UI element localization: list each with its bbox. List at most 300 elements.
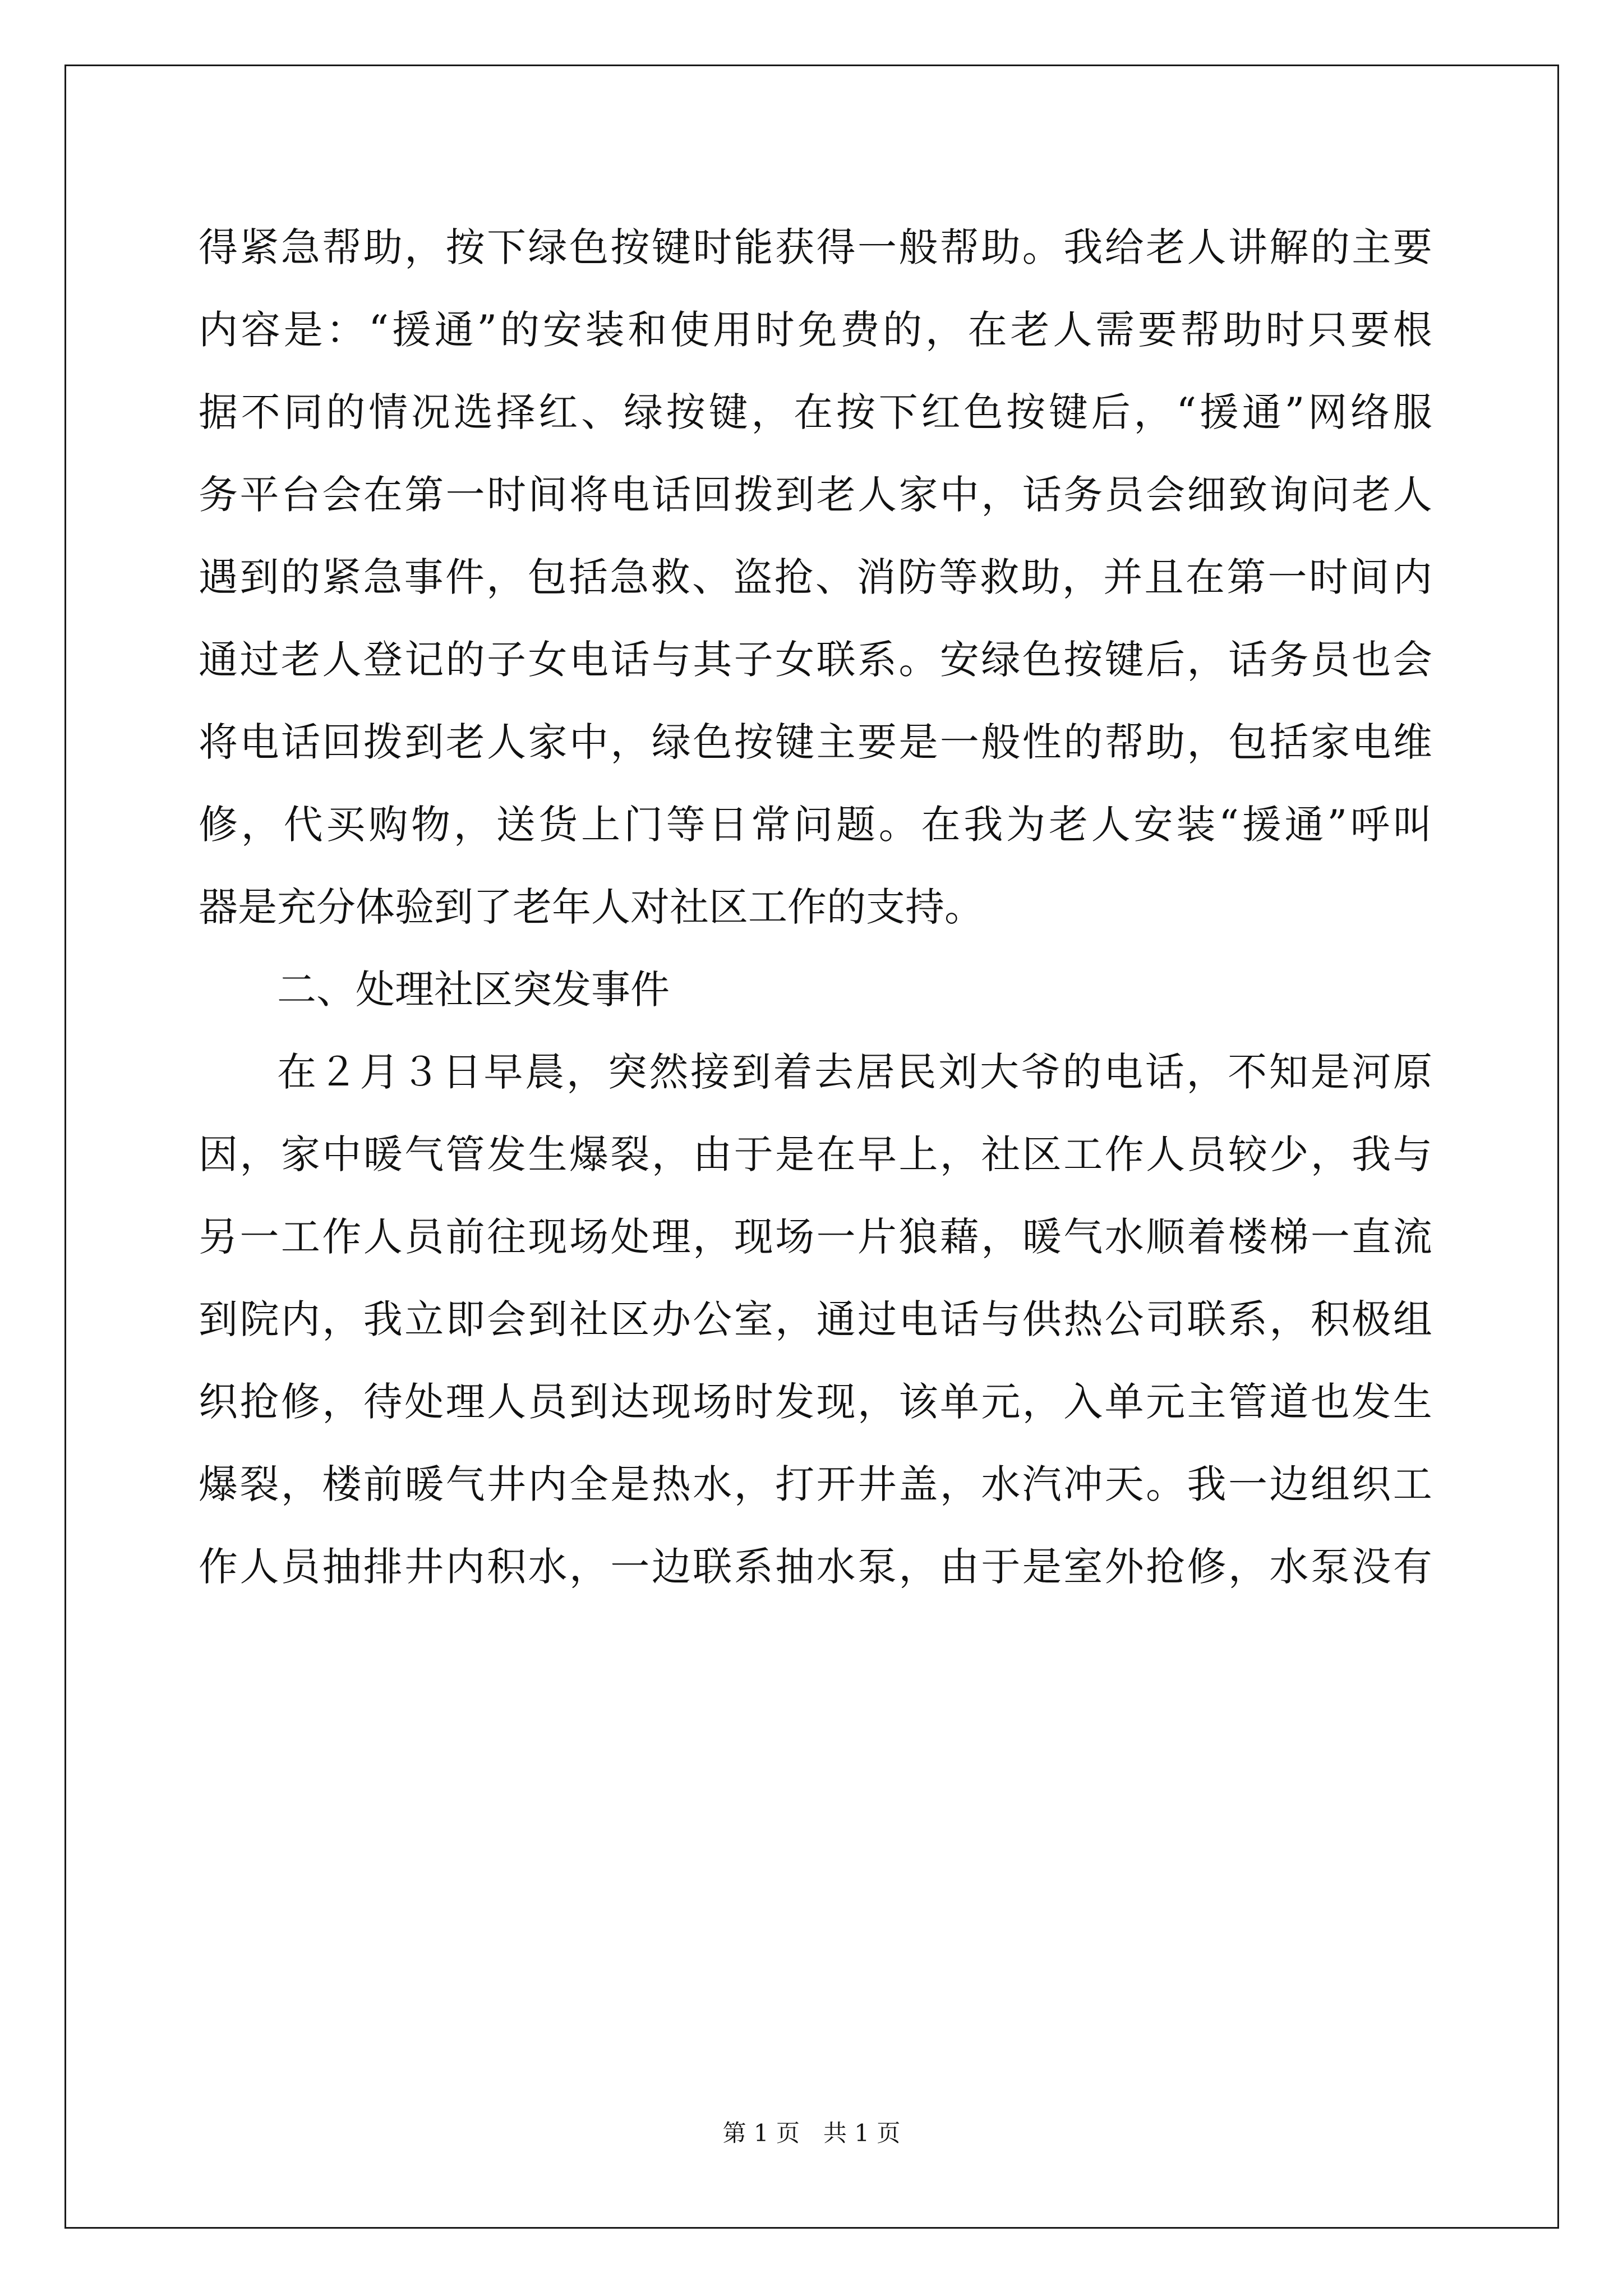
glyph: 天 bbox=[1104, 1461, 1144, 1507]
glyph: 助 bbox=[1146, 719, 1186, 765]
glyph: 持 bbox=[905, 884, 944, 930]
glyph: 我 bbox=[1187, 1461, 1227, 1507]
glyph: 况 bbox=[411, 389, 450, 435]
glyph: 气 bbox=[445, 1461, 485, 1507]
glyph: 日 bbox=[442, 1049, 482, 1095]
glyph: 内 bbox=[280, 1296, 320, 1342]
glyph: 是 bbox=[775, 1131, 815, 1177]
glyph: 老 bbox=[513, 884, 552, 930]
glyph: 较 bbox=[1228, 1131, 1267, 1177]
glyph: ， bbox=[981, 1214, 1021, 1260]
glyph: 区 bbox=[610, 1296, 650, 1342]
glyph: 水 bbox=[1104, 1214, 1144, 1260]
glyph: 在 bbox=[277, 1049, 316, 1095]
glyph: 后 bbox=[1091, 389, 1131, 435]
glyph: ， bbox=[566, 1049, 606, 1095]
glyph: 分 bbox=[316, 884, 356, 930]
glyph: 会 bbox=[1146, 472, 1186, 518]
glyph: 助 bbox=[1021, 554, 1061, 600]
glyph: 工 bbox=[280, 1214, 320, 1260]
glyph: 件 bbox=[445, 554, 485, 600]
glyph: 给 bbox=[1104, 224, 1144, 270]
glyph: 安 bbox=[542, 307, 582, 353]
glyph: 是 bbox=[1310, 1049, 1350, 1095]
glyph: 一 bbox=[816, 1214, 856, 1260]
glyph: 发 bbox=[487, 1131, 527, 1177]
glyph: 女 bbox=[775, 637, 815, 683]
glyph: 工 bbox=[1063, 1131, 1103, 1177]
glyph: 现 bbox=[816, 1379, 856, 1425]
glyph: ， bbox=[1187, 637, 1227, 683]
glyph: 第 bbox=[1227, 554, 1266, 600]
text-line bbox=[199, 536, 1432, 619]
glyph: 到 bbox=[434, 884, 473, 930]
glyph: 不 bbox=[1228, 1049, 1267, 1095]
glyph: 在 bbox=[1185, 554, 1225, 600]
glyph: 的 bbox=[1062, 1049, 1102, 1095]
glyph: 公 bbox=[1104, 1296, 1144, 1342]
glyph: 助 bbox=[1223, 307, 1262, 353]
glyph: 性 bbox=[1022, 719, 1062, 765]
glyph: 救 bbox=[651, 554, 690, 600]
glyph: 需 bbox=[1095, 307, 1135, 353]
glyph: 全 bbox=[569, 1461, 608, 1507]
glyph: 时 bbox=[693, 224, 732, 270]
glyph: 处 bbox=[610, 1214, 650, 1260]
glyph: 内 bbox=[199, 307, 238, 353]
glyph: 室 bbox=[734, 1296, 773, 1342]
glyph: 务 bbox=[1269, 637, 1309, 683]
glyph: 人 bbox=[1187, 224, 1227, 270]
glyph: ， bbox=[241, 802, 280, 848]
glyph: 根 bbox=[1393, 307, 1432, 353]
glyph: 即 bbox=[445, 1296, 485, 1342]
glyph: ： bbox=[326, 307, 366, 353]
glyph: 主 bbox=[816, 719, 856, 765]
page-footer: 第 1 页 共 1 页 bbox=[722, 2119, 901, 2147]
glyph: 通 bbox=[1284, 802, 1324, 848]
glyph: 使 bbox=[670, 307, 710, 353]
glyph: 大 bbox=[979, 1049, 1019, 1095]
glyph: 免 bbox=[797, 307, 837, 353]
glyph: 下 bbox=[878, 389, 918, 435]
glyph: 社 bbox=[981, 1131, 1021, 1177]
glyph: 员 bbox=[280, 1544, 320, 1590]
glyph: 话 bbox=[1228, 637, 1267, 683]
glyph: 抢 bbox=[1146, 1544, 1186, 1590]
glyph: 会 bbox=[487, 1296, 527, 1342]
glyph: 一 bbox=[857, 224, 897, 270]
glyph: 且 bbox=[1144, 554, 1184, 600]
glyph: ， bbox=[734, 1461, 773, 1507]
glyph: 获 bbox=[775, 224, 815, 270]
glyph: 内 bbox=[1393, 554, 1432, 600]
glyph: 通 bbox=[1242, 389, 1281, 435]
glyph: 场 bbox=[775, 1214, 815, 1260]
glyph: 社 bbox=[434, 967, 473, 1013]
glyph: 组 bbox=[1310, 1461, 1350, 1507]
glyph: 过 bbox=[857, 1296, 897, 1342]
glyph: 人 bbox=[239, 1544, 279, 1590]
glyph: 供 bbox=[1022, 1296, 1062, 1342]
glyph: 现 bbox=[651, 1379, 691, 1425]
text-line bbox=[199, 784, 1432, 866]
glyph: 色 bbox=[693, 719, 732, 765]
glyph: 的 bbox=[1310, 224, 1350, 270]
glyph: 致 bbox=[1228, 472, 1267, 518]
glyph: 包 bbox=[1228, 719, 1267, 765]
text-line bbox=[199, 1196, 1432, 1278]
text-line bbox=[199, 1114, 1432, 1196]
glyph: 在 bbox=[794, 389, 833, 435]
glyph: 第 bbox=[404, 472, 444, 518]
glyph: 顺 bbox=[1146, 1214, 1186, 1260]
glyph: 。 bbox=[898, 637, 938, 683]
glyph: 中 bbox=[569, 719, 608, 765]
glyph: 援 bbox=[1199, 389, 1239, 435]
glyph: 购 bbox=[368, 802, 408, 848]
glyph: 服 bbox=[1393, 389, 1432, 435]
glyph: 人 bbox=[322, 637, 362, 683]
glyph: 平 bbox=[239, 472, 279, 518]
glyph: 人 bbox=[1393, 472, 1432, 518]
glyph: 要 bbox=[857, 719, 897, 765]
glyph: ， bbox=[486, 554, 526, 600]
text-line bbox=[199, 619, 1432, 701]
glyph: 楼 bbox=[322, 1461, 362, 1507]
glyph: 是 bbox=[898, 719, 938, 765]
glyph: 话 bbox=[1022, 472, 1062, 518]
glyph: 容 bbox=[241, 307, 280, 353]
glyph: 因 bbox=[199, 1131, 238, 1177]
glyph: ” bbox=[1284, 389, 1305, 435]
glyph: 话 bbox=[1145, 1049, 1184, 1095]
glyph: 援 bbox=[391, 307, 431, 353]
glyph: 我 bbox=[1063, 224, 1103, 270]
glyph: 电 bbox=[898, 1296, 938, 1342]
glyph: 遇 bbox=[199, 554, 238, 600]
glyph: 红 bbox=[921, 389, 961, 435]
glyph: 在 bbox=[921, 802, 961, 848]
glyph: 到 bbox=[775, 472, 815, 518]
glyph: 日 bbox=[708, 802, 748, 848]
glyph: 的 bbox=[883, 307, 923, 353]
glyph: 能 bbox=[734, 224, 773, 270]
glyph: 入 bbox=[1063, 1379, 1103, 1425]
glyph: ， bbox=[1228, 1544, 1267, 1590]
glyph: 键 bbox=[1104, 637, 1144, 683]
text-line bbox=[199, 371, 1432, 454]
glyph: 一 bbox=[1267, 554, 1307, 600]
glyph: 、 bbox=[581, 389, 621, 435]
glyph: 场 bbox=[569, 1214, 608, 1260]
glyph: 没 bbox=[1352, 1544, 1391, 1590]
glyph: 作 bbox=[787, 884, 827, 930]
glyph: ， bbox=[1133, 389, 1173, 435]
text-line bbox=[199, 701, 1432, 784]
glyph: 通 bbox=[199, 637, 238, 683]
glyph: 狼 bbox=[898, 1214, 938, 1260]
glyph: 电 bbox=[1352, 719, 1391, 765]
glyph: 汽 bbox=[1022, 1461, 1062, 1507]
glyph: 发 bbox=[552, 967, 591, 1013]
glyph: 登 bbox=[363, 637, 403, 683]
glyph: 系 bbox=[857, 637, 897, 683]
glyph: 货 bbox=[538, 802, 578, 848]
glyph: 流 bbox=[1393, 1214, 1432, 1260]
glyph: 帮 bbox=[322, 224, 362, 270]
glyph: 急 bbox=[363, 554, 403, 600]
glyph: 援 bbox=[1242, 802, 1281, 848]
glyph: 少 bbox=[1269, 1131, 1309, 1177]
glyph: 老 bbox=[1010, 307, 1050, 353]
glyph: ， bbox=[939, 1131, 979, 1177]
glyph: 井 bbox=[487, 1461, 527, 1507]
glyph: 气 bbox=[404, 1131, 444, 1177]
glyph: 突 bbox=[513, 967, 552, 1013]
glyph: 爆 bbox=[569, 1131, 608, 1177]
glyph: 、 bbox=[316, 967, 356, 1013]
glyph: 暖 bbox=[1022, 1214, 1062, 1260]
glyph: 充 bbox=[277, 884, 316, 930]
glyph: 回 bbox=[322, 719, 362, 765]
glyph: 发 bbox=[775, 1379, 815, 1425]
glyph: 验 bbox=[395, 884, 434, 930]
glyph: 到 bbox=[239, 554, 279, 600]
glyph: 通 bbox=[434, 307, 474, 353]
glyph: 帮 bbox=[939, 224, 979, 270]
glyph: 按 bbox=[836, 389, 875, 435]
glyph: 人 bbox=[591, 884, 630, 930]
glyph: 组 bbox=[1393, 1296, 1432, 1342]
glyph: 着 bbox=[773, 1049, 813, 1095]
glyph: 急 bbox=[610, 554, 649, 600]
glyph: 问 bbox=[1310, 472, 1350, 518]
glyph: 回 bbox=[693, 472, 732, 518]
glyph: ” bbox=[477, 307, 497, 353]
glyph: 修 bbox=[280, 1379, 320, 1425]
glyph: 去 bbox=[814, 1049, 854, 1095]
glyph: 人 bbox=[1091, 802, 1131, 848]
glyph: 系 bbox=[734, 1544, 773, 1590]
glyph: ， bbox=[239, 1131, 279, 1177]
glyph: 装 bbox=[1176, 802, 1216, 848]
glyph: 键 bbox=[708, 389, 748, 435]
glyph: 包 bbox=[527, 554, 567, 600]
glyph: 帮 bbox=[1104, 719, 1144, 765]
glyph: 晨 bbox=[525, 1049, 565, 1095]
glyph: 二 bbox=[277, 967, 316, 1013]
glyph: 单 bbox=[1104, 1379, 1144, 1425]
glyph: 助 bbox=[363, 224, 403, 270]
glyph: 作 bbox=[199, 1544, 238, 1590]
glyph: 气 bbox=[1063, 1214, 1103, 1260]
glyph: 主 bbox=[1187, 1379, 1227, 1425]
glyph: 系 bbox=[1228, 1296, 1267, 1342]
glyph: 抢 bbox=[774, 554, 814, 600]
glyph: 要 bbox=[1137, 307, 1177, 353]
glyph: 裂 bbox=[610, 1131, 650, 1177]
glyph: 抢 bbox=[239, 1379, 279, 1425]
glyph: 过 bbox=[239, 637, 279, 683]
glyph: 在 bbox=[967, 307, 1007, 353]
glyph: 按 bbox=[734, 719, 773, 765]
glyph: 到 bbox=[569, 1379, 608, 1425]
glyph: 员 bbox=[1104, 472, 1144, 518]
glyph: 老 bbox=[1048, 802, 1088, 848]
glyph: 询 bbox=[1269, 472, 1309, 518]
glyph: 人 bbox=[1146, 1131, 1186, 1177]
glyph: 前 bbox=[363, 1461, 403, 1507]
glyph: 支 bbox=[866, 884, 905, 930]
glyph: 着 bbox=[1187, 1214, 1227, 1260]
glyph: 修 bbox=[1187, 1544, 1227, 1590]
glyph: 子 bbox=[487, 637, 527, 683]
glyph: 单 bbox=[939, 1379, 979, 1425]
glyph: 管 bbox=[1228, 1379, 1267, 1425]
glyph: 是 bbox=[283, 307, 323, 353]
glyph: 水 bbox=[816, 1544, 856, 1590]
glyph: 处 bbox=[356, 967, 395, 1013]
glyph: 括 bbox=[1269, 719, 1309, 765]
glyph: 话 bbox=[280, 719, 320, 765]
glyph: 的 bbox=[445, 637, 485, 683]
glyph: 买 bbox=[326, 802, 366, 848]
glyph: 处 bbox=[404, 1379, 444, 1425]
glyph: 将 bbox=[199, 719, 238, 765]
glyph: 现 bbox=[734, 1214, 773, 1260]
text-line bbox=[199, 1526, 1432, 1608]
glyph: 极 bbox=[1352, 1296, 1391, 1342]
glyph: 器 bbox=[199, 884, 238, 930]
glyph: 元 bbox=[1146, 1379, 1186, 1425]
glyph: 现 bbox=[528, 1214, 568, 1260]
glyph: 时 bbox=[734, 1379, 773, 1425]
glyph: 色 bbox=[569, 224, 608, 270]
glyph: ， bbox=[925, 307, 965, 353]
text-line bbox=[199, 1361, 1432, 1443]
glyph: 老 bbox=[1146, 224, 1186, 270]
glyph: 区 bbox=[1022, 1131, 1062, 1177]
glyph: 一 bbox=[939, 719, 979, 765]
glyph: 红 bbox=[538, 389, 578, 435]
glyph: 水 bbox=[693, 1461, 732, 1507]
glyph: 于 bbox=[981, 1544, 1021, 1590]
glyph: 到 bbox=[528, 1296, 568, 1342]
glyph: 并 bbox=[1103, 554, 1143, 600]
glyph: 作 bbox=[1104, 1131, 1144, 1177]
glyph: 内 bbox=[445, 1544, 485, 1590]
glyph: 电 bbox=[239, 719, 279, 765]
glyph: 立 bbox=[404, 1296, 444, 1342]
glyph: 老 bbox=[445, 719, 485, 765]
glyph: 员 bbox=[1187, 1131, 1227, 1177]
glyph: 爷 bbox=[1021, 1049, 1061, 1095]
glyph: 家 bbox=[1310, 719, 1350, 765]
glyph: 抽 bbox=[322, 1544, 362, 1590]
glyph: 色 bbox=[1022, 637, 1062, 683]
glyph: ， bbox=[1022, 1379, 1062, 1425]
glyph: 的 bbox=[326, 389, 366, 435]
glyph: 安 bbox=[939, 637, 979, 683]
glyph: ， bbox=[1187, 719, 1227, 765]
glyph: 一 bbox=[1310, 1214, 1350, 1260]
glyph: 老 bbox=[816, 472, 856, 518]
glyph: 水 bbox=[1269, 1544, 1309, 1590]
glyph: 前 bbox=[445, 1214, 485, 1260]
glyph: 、 bbox=[691, 554, 731, 600]
glyph: 人 bbox=[487, 1379, 527, 1425]
glyph: 下 bbox=[487, 224, 527, 270]
glyph: 一 bbox=[1228, 1461, 1267, 1507]
glyph: 据 bbox=[199, 389, 238, 435]
glyph: 同 bbox=[283, 389, 323, 435]
glyph: 对 bbox=[630, 884, 670, 930]
glyph: 边 bbox=[651, 1544, 691, 1590]
glyph: 井 bbox=[404, 1544, 444, 1590]
glyph: 与 bbox=[1393, 1131, 1432, 1177]
glyph: 盗 bbox=[733, 554, 773, 600]
glyph: 情 bbox=[368, 389, 408, 435]
glyph: “ bbox=[1219, 802, 1239, 848]
glyph: 按 bbox=[666, 389, 706, 435]
glyph: 直 bbox=[1352, 1214, 1391, 1260]
glyph: 热 bbox=[651, 1461, 691, 1507]
glyph: “ bbox=[1176, 389, 1197, 435]
glyph: 元 bbox=[981, 1379, 1021, 1425]
glyph: 中 bbox=[322, 1131, 362, 1177]
glyph: 安 bbox=[1133, 802, 1173, 848]
glyph: 等 bbox=[938, 554, 978, 600]
glyph: 抽 bbox=[775, 1544, 815, 1590]
glyph: 的 bbox=[1063, 719, 1103, 765]
glyph: 老 bbox=[280, 637, 320, 683]
glyph: 在 bbox=[816, 1131, 856, 1177]
glyph: 突 bbox=[607, 1049, 647, 1095]
glyph: 话 bbox=[651, 472, 691, 518]
text-line bbox=[199, 454, 1432, 536]
glyph: 院 bbox=[239, 1296, 279, 1342]
glyph: 早 bbox=[857, 1131, 897, 1177]
glyph: 人 bbox=[1053, 307, 1092, 353]
glyph: 一 bbox=[445, 472, 485, 518]
glyph: ， bbox=[1062, 554, 1101, 600]
glyph: 得 bbox=[199, 224, 238, 270]
glyph: 间 bbox=[528, 472, 568, 518]
glyph: 积 bbox=[1310, 1296, 1350, 1342]
glyph: 理 bbox=[651, 1214, 691, 1260]
glyph: 得 bbox=[816, 224, 856, 270]
glyph: 按 bbox=[1006, 389, 1046, 435]
glyph: ， bbox=[322, 1296, 362, 1342]
glyph: ” bbox=[1327, 802, 1348, 848]
glyph: 泵 bbox=[1310, 1544, 1350, 1590]
glyph: 是 bbox=[238, 884, 277, 930]
glyph: 联 bbox=[693, 1544, 732, 1590]
glyph: 工 bbox=[1393, 1461, 1432, 1507]
glyph: 打 bbox=[775, 1461, 815, 1507]
glyph: 于 bbox=[734, 1131, 773, 1177]
glyph: 联 bbox=[816, 637, 856, 683]
glyph: 道 bbox=[1269, 1379, 1309, 1425]
glyph: 会 bbox=[1393, 637, 1432, 683]
glyph: 藉 bbox=[939, 1214, 979, 1260]
glyph: 通 bbox=[816, 1296, 856, 1342]
glyph: 员 bbox=[404, 1214, 444, 1260]
glyph: 早 bbox=[483, 1049, 523, 1095]
glyph: 键 bbox=[775, 719, 815, 765]
glyph: 暖 bbox=[363, 1131, 403, 1177]
